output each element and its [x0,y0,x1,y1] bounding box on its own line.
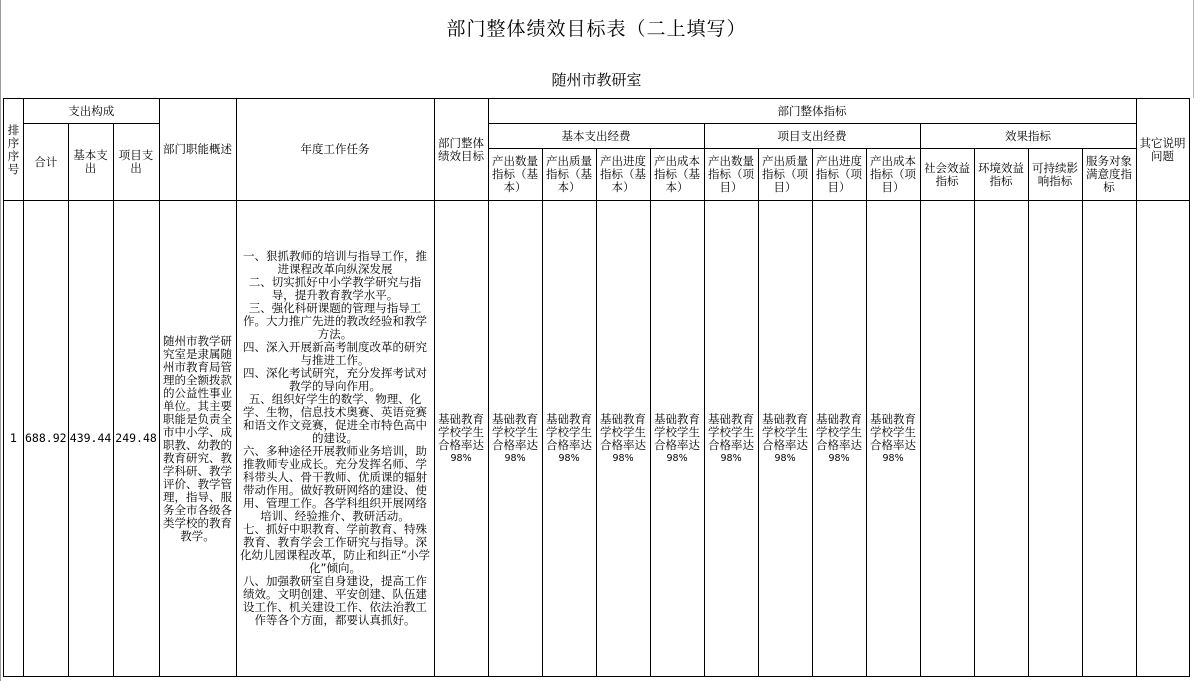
header-proj-cost: 产出成本指标（项目） [866,149,920,201]
header-effect: 效果指标 [920,124,1136,149]
target-text: 基础教育学校学生合格率达 [546,411,593,452]
cell-other [1136,201,1189,677]
cell-proj-quality [758,201,812,677]
target-pct: 98% [882,452,904,464]
target-pct: 98% [450,452,472,464]
header-social: 社会效益指标 [920,149,974,201]
unit-name: 随州市教研室 [551,71,642,89]
header-basic-funds: 基本支出经费 [488,124,704,149]
cell-social [920,201,974,677]
target-pct: 98% [666,452,688,464]
target-text: 基础教育学校学生合格率达 [870,411,917,452]
cell-basic-qty [488,201,542,677]
target-text: 基础教育学校学生合格率达 [600,411,647,452]
target-pct: 98% [720,452,742,464]
cell-function: 随州市教学研究室是隶属随州市教育局管理的全额拨款的公益性事业单位。其主要职能是负责全市中小学、成职教、幼教的教育研究、教学科研、教学评价、教学管理，指导、服务全市各级各类学校的教育教学。 [159,201,236,677]
cell-satisfaction [1082,201,1136,677]
header-expense: 支出构成 [24,99,160,124]
header-basic-quality: 产出质量指标（基本） [542,149,596,201]
cell-total: 688.92 [24,201,69,677]
target-pct: 98% [612,452,634,464]
task-item: 二、切实抓好中小学教学研究与指导，提升教育教学水平。 [248,275,422,302]
cell-sustain [1028,201,1082,677]
target-text: 基础教育学校学生合格率达 [816,411,863,452]
task-item: 八、加强教研室自身建设，提高工作绩效。文明创建、平安创建、队伍建设工作、机关建设工作、依法治教工作等各个方面，都要认真抓好。 [243,574,428,627]
target-text: 基础教育学校学生合格率达 [762,411,809,452]
header-basic: 基本支出 [68,124,113,201]
header-function: 部门职能概述 [159,99,236,201]
header-sustain: 可持续影响指标 [1028,149,1082,201]
header-seq: 排序序号 [4,99,24,201]
cell-project: 249.48 [113,201,159,677]
header-basic-progress: 产出进度指标（基本） [596,149,650,201]
cell-basic-progress [596,201,650,677]
cell-proj-progress [812,201,866,677]
performance-table [3,98,1190,677]
header-other: 其它说明问题 [1136,99,1189,201]
target-pct: 98% [504,452,526,464]
header-project-funds: 项目支出经费 [704,124,920,149]
task-item: 四、深化考试研究，充分发挥考试对教学的导向作用。 [243,366,428,393]
header-satisfaction: 服务对象满意度指标 [1082,149,1136,201]
cell-proj-cost [866,201,920,677]
target-pct: 98% [558,452,580,464]
target-pct: 98% [828,452,850,464]
page-title: 部门整体绩效目标表（二上填写） [446,18,747,40]
cell-tasks [236,201,434,677]
header-indicators: 部门整体指标 [488,99,1136,124]
header-total: 合计 [24,124,69,201]
header-proj-qty: 产出数量指标（项目） [704,149,758,201]
target-text: 基础教育学校学生合格率达 [438,411,485,452]
task-item: 六、多种途径开展教师业务培训，助推教师专业成长。充分发挥名师、学科带头人、骨干教师、优质课的辐射带动作用。做好教研网络的建设、使用、管理工作。各学科组织开展网络培训、经验推介、教研活动。 [243,444,428,523]
header-tasks: 年度工作任务 [236,99,434,201]
cell-environment [974,201,1028,677]
cell-seq: 1 [4,201,24,677]
cell-basic-quality [542,201,596,677]
header-environment: 环境效益指标 [974,149,1028,201]
task-item: 一、狠抓教师的培训与指导工作，推进课程改革向纵深发展 [243,249,428,276]
column-divider [1193,0,1194,98]
target-text: 基础教育学校学生合格率达 [492,411,539,452]
task-item: 三、强化科研课题的管理与指导工作。大力推广先进的教改经验和教学方法。 [243,301,428,341]
cell-basic-cost [650,201,704,677]
task-item: 五、组织好学生的数学、物理、化学、生物，信息技术奥赛、英语竞赛和语文作文竞赛，促进全市特色高中的建设。 [243,392,428,445]
cell-proj-qty [704,201,758,677]
target-text: 基础教育学校学生合格率达 [654,411,701,452]
target-text: 基础教育学校学生合格率达 [708,411,755,452]
header-project: 项目支出 [113,124,159,201]
header-proj-progress: 产出进度指标（项目） [812,149,866,201]
table-row [4,201,1190,677]
target-pct: 98% [774,452,796,464]
cell-basic: 439.44 [68,201,113,677]
header-overall-target: 部门整体绩效目标 [434,99,488,201]
header-proj-quality: 产出质量指标（项目） [758,149,812,201]
header-basic-qty: 产出数量指标（基本） [488,149,542,201]
task-item: 七、抓好中职教育、学前教育、特殊教育、教育学会工作研究与指导。深化幼儿园课程改革，防止和纠正“小学化”倾向。 [240,522,431,575]
cell-overall-target [434,201,488,677]
task-item: 四、深入开展新高考制度改革的研究与推进工作。 [243,340,428,367]
header-basic-cost: 产出成本指标（基本） [650,149,704,201]
